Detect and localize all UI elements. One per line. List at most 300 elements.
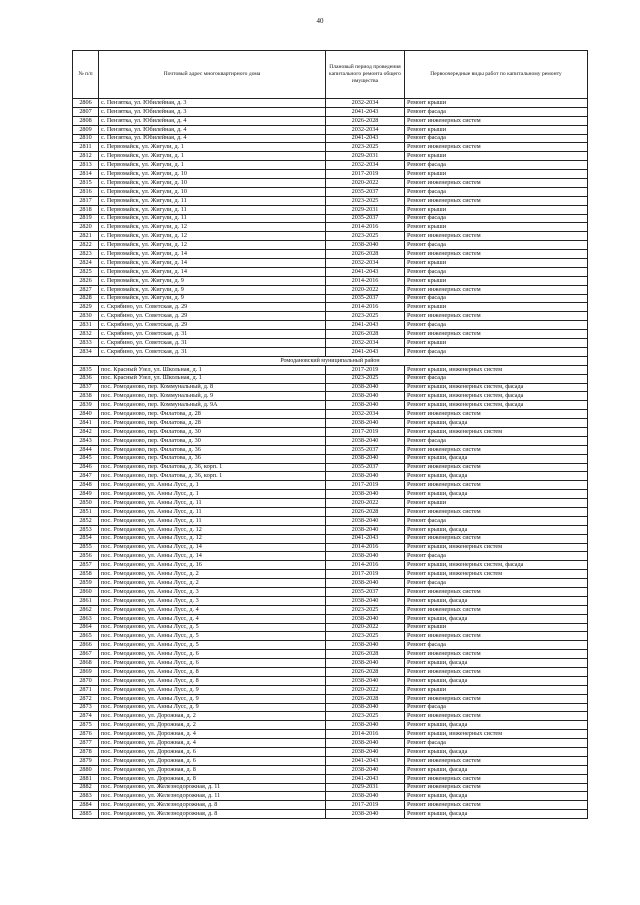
row-number: 2876	[73, 730, 99, 739]
row-address: пос. Ромоданово, пер. Филатова, д. 36	[99, 445, 326, 454]
row-number: 2830	[73, 312, 99, 321]
row-works: Ремонт крыши	[405, 152, 588, 161]
row-period: 2032-2034	[326, 99, 405, 108]
row-number: 2816	[73, 187, 99, 196]
table-header-row	[73, 51, 588, 99]
row-address: пос. Ромоданово, пер. Филатова, д. 30	[99, 436, 326, 445]
row-works: Ремонт крыши	[405, 339, 588, 348]
row-period: 2014-2016	[326, 223, 405, 232]
row-address: пос. Ромоданово, ул. Анны Лусс, д. 6	[99, 650, 326, 659]
row-address: пос. Красный Узел, ул. Школьная, д. 1	[99, 365, 326, 374]
row-works: Ремонт инженерных систем	[405, 445, 588, 454]
table-row	[73, 783, 588, 792]
row-address: пос. Ромоданово, ул. Анны Лусс, д. 2	[99, 579, 326, 588]
row-period: 2026-2028	[326, 650, 405, 659]
row-period: 2017-2019	[326, 365, 405, 374]
row-works: Ремонт фасада	[405, 436, 588, 445]
row-works: Ремонт фасада	[405, 214, 588, 223]
row-period: 2020-2022	[326, 499, 405, 508]
row-address: с. Первомайск, ул. Жигули, д. 14	[99, 267, 326, 276]
row-works: Ремонт инженерных систем	[405, 481, 588, 490]
table-row	[73, 232, 588, 241]
row-works: Ремонт крыши, фасада	[405, 472, 588, 481]
row-address: с. Скрябино, ул. Советская, д. 31	[99, 347, 326, 356]
row-number: 2851	[73, 507, 99, 516]
row-address: пос. Ромоданово, ул. Дорожная, д. 8	[99, 765, 326, 774]
row-period: 2041-2043	[326, 134, 405, 143]
row-period: 2038-2040	[326, 748, 405, 757]
row-address: пос. Ромоданово, ул. Анны Лусс, д. 4	[99, 614, 326, 623]
row-works: Ремонт фасада	[405, 294, 588, 303]
row-period: 2020-2022	[326, 623, 405, 632]
row-period: 2023-2025	[326, 196, 405, 205]
row-number: 2859	[73, 579, 99, 588]
row-address: пос. Ромоданово, ул. Железнодорожная, д. 8	[99, 801, 326, 810]
row-works: Ремонт инженерных систем	[405, 774, 588, 783]
row-number: 2826	[73, 276, 99, 285]
row-number: 2809	[73, 125, 99, 134]
table-row	[73, 481, 588, 490]
row-number: 2872	[73, 694, 99, 703]
row-address: с. Пензятка, ул. Юбилейная, д. 4	[99, 116, 326, 125]
table-row	[73, 410, 588, 419]
row-number: 2836	[73, 374, 99, 383]
row-number: 2857	[73, 561, 99, 570]
row-address: с. Скрябино, ул. Советская, д. 29	[99, 303, 326, 312]
row-works: Ремонт фасада	[405, 516, 588, 525]
row-number: 2865	[73, 632, 99, 641]
row-address: пос. Ромоданово, ул. Дорожная, д. 2	[99, 721, 326, 730]
row-number: 2819	[73, 214, 99, 223]
row-address: с. Пензятка, ул. Юбилейная, д. 3	[99, 99, 326, 108]
row-address: пос. Ромоданово, ул. Анны Лусс, д. 11	[99, 507, 326, 516]
table-row	[73, 614, 588, 623]
row-works: Ремонт инженерных систем	[405, 250, 588, 259]
row-works: Ремонт фасада	[405, 321, 588, 330]
section-title: Ромодановский муниципальный район	[73, 356, 588, 365]
table-row	[73, 659, 588, 668]
row-address: с. Первомайск, ул. Жигули, д. 1	[99, 152, 326, 161]
row-works: Ремонт крыши, инженерных систем, фасада	[405, 401, 588, 410]
table-row	[73, 445, 588, 454]
row-period: 2029-2031	[326, 152, 405, 161]
table-row	[73, 765, 588, 774]
row-address: с. Первомайск, ул. Жигули, д. 9	[99, 285, 326, 294]
capital-repair-table	[72, 50, 588, 819]
row-number: 2807	[73, 107, 99, 116]
row-number: 2875	[73, 721, 99, 730]
table-row	[73, 472, 588, 481]
row-works: Ремонт крыши	[405, 303, 588, 312]
row-period: 2032-2034	[326, 259, 405, 268]
row-number: 2811	[73, 143, 99, 152]
row-number: 2854	[73, 534, 99, 543]
row-period: 2035-2037	[326, 294, 405, 303]
row-works: Ремонт инженерных систем	[405, 587, 588, 596]
row-period: 2026-2028	[326, 250, 405, 259]
table-row	[73, 703, 588, 712]
row-period: 2038-2040	[326, 436, 405, 445]
row-address: с. Первомайск, ул. Жигули, д. 11	[99, 205, 326, 214]
row-period: 2038-2040	[326, 454, 405, 463]
row-address: пос. Ромоданово, ул. Анны Лусс, д. 1	[99, 481, 326, 490]
table-row	[73, 774, 588, 783]
row-address: с. Первомайск, ул. Жигули, д. 12	[99, 241, 326, 250]
row-number: 2870	[73, 676, 99, 685]
table-row	[73, 810, 588, 819]
row-address: пос. Ромоданово, пер. Коммунальный, д. 9А	[99, 401, 326, 410]
row-period: 2038-2040	[326, 739, 405, 748]
row-works: Ремонт крыши, фасада	[405, 454, 588, 463]
section-row	[73, 356, 588, 365]
row-period: 2038-2040	[326, 703, 405, 712]
row-period: 2017-2019	[326, 801, 405, 810]
row-period: 2026-2028	[326, 694, 405, 703]
row-works: Ремонт инженерных систем	[405, 605, 588, 614]
row-works: Ремонт фасада	[405, 739, 588, 748]
row-works: Ремонт фасада	[405, 107, 588, 116]
table-row	[73, 427, 588, 436]
row-works: Ремонт крыши	[405, 99, 588, 108]
row-period: 2020-2022	[326, 685, 405, 694]
table-row	[73, 543, 588, 552]
row-period: 2026-2028	[326, 507, 405, 516]
table-row	[73, 365, 588, 374]
row-works: Ремонт крыши, инженерных систем, фасада	[405, 383, 588, 392]
row-period: 2032-2034	[326, 410, 405, 419]
row-works: Ремонт инженерных систем	[405, 196, 588, 205]
row-period: 2023-2025	[326, 374, 405, 383]
row-number: 2825	[73, 267, 99, 276]
row-number: 2815	[73, 179, 99, 188]
row-number: 2882	[73, 783, 99, 792]
row-address: пос. Ромоданово, ул. Анны Лусс, д. 3	[99, 587, 326, 596]
row-address: пос. Ромоданово, ул. Анны Лусс, д. 12	[99, 534, 326, 543]
table-row	[73, 463, 588, 472]
row-number: 2856	[73, 552, 99, 561]
table-row	[73, 179, 588, 188]
row-period: 2035-2037	[326, 187, 405, 196]
row-period: 2029-2031	[326, 205, 405, 214]
row-address: пос. Ромоданово, ул. Анны Лусс, д. 3	[99, 596, 326, 605]
table-row	[73, 312, 588, 321]
table-row	[73, 339, 588, 348]
row-address: пос. Ромоданово, пер. Коммунальный, д. 9	[99, 392, 326, 401]
row-works: Ремонт крыши, фасада	[405, 596, 588, 605]
row-period: 2041-2043	[326, 534, 405, 543]
row-works: Ремонт крыши, инженерных систем	[405, 365, 588, 374]
row-address: пос. Ромоданово, ул. Анны Лусс, д. 12	[99, 525, 326, 534]
row-address: с. Первомайск, ул. Жигули, д. 14	[99, 250, 326, 259]
table-row	[73, 499, 588, 508]
row-period: 2023-2025	[326, 632, 405, 641]
row-period: 2038-2040	[326, 552, 405, 561]
row-address: с. Первомайск, ул. Жигули, д. 1	[99, 143, 326, 152]
row-period: 2035-2037	[326, 445, 405, 454]
table-row	[73, 534, 588, 543]
row-period: 2014-2016	[326, 730, 405, 739]
table-row	[73, 187, 588, 196]
row-number: 2828	[73, 294, 99, 303]
row-address: пос. Ромоданово, ул. Железнодорожная, д. 8	[99, 810, 326, 819]
row-works: Ремонт инженерных систем	[405, 668, 588, 677]
row-works: Ремонт инженерных систем	[405, 232, 588, 241]
row-address: с. Первомайск, ул. Жигули, д. 10	[99, 179, 326, 188]
table-row	[73, 685, 588, 694]
row-works: Ремонт фасада	[405, 552, 588, 561]
row-number: 2847	[73, 472, 99, 481]
table-row	[73, 143, 588, 152]
row-works: Ремонт крыши	[405, 623, 588, 632]
row-period: 2023-2025	[326, 232, 405, 241]
row-period: 2038-2040	[326, 659, 405, 668]
row-period: 2041-2043	[326, 107, 405, 116]
row-works: Ремонт инженерных систем	[405, 330, 588, 339]
row-address: пос. Ромоданово, ул. Дорожная, д. 4	[99, 739, 326, 748]
row-period: 2041-2043	[326, 347, 405, 356]
row-number: 2843	[73, 436, 99, 445]
row-address: пос. Ромоданово, ул. Анны Лусс, д. 4	[99, 605, 326, 614]
row-number: 2879	[73, 756, 99, 765]
row-period: 2038-2040	[326, 765, 405, 774]
row-number: 2860	[73, 587, 99, 596]
row-address: пос. Ромоданово, ул. Анны Лусс, д. 1	[99, 490, 326, 499]
row-period: 2038-2040	[326, 392, 405, 401]
row-address: пос. Ромоданово, пер. Филатова, д. 30	[99, 427, 326, 436]
row-number: 2881	[73, 774, 99, 783]
row-works: Ремонт крыши, фасада	[405, 676, 588, 685]
row-works: Ремонт инженерных систем	[405, 694, 588, 703]
table-row	[73, 748, 588, 757]
row-address: с. Первомайск, ул. Жигули, д. 11	[99, 196, 326, 205]
row-works: Ремонт крыши	[405, 276, 588, 285]
row-address: пос. Ромоданово, ул. Дорожная, д. 6	[99, 756, 326, 765]
row-address: пос. Ромоданово, ул. Дорожная, д. 4	[99, 730, 326, 739]
row-works: Ремонт инженерных систем	[405, 312, 588, 321]
table-row	[73, 739, 588, 748]
table-row	[73, 507, 588, 516]
row-period: 2032-2034	[326, 125, 405, 134]
row-number: 2808	[73, 116, 99, 125]
row-works: Ремонт фасада	[405, 641, 588, 650]
table-row	[73, 401, 588, 410]
table-row	[73, 436, 588, 445]
row-works: Ремонт фасада	[405, 161, 588, 170]
row-number: 2867	[73, 650, 99, 659]
row-address: пос. Ромоданово, пер. Филатова, д. 36, корп. 1	[99, 472, 326, 481]
row-address: пос. Ромоданово, ул. Анны Лусс, д. 16	[99, 561, 326, 570]
row-number: 2837	[73, 383, 99, 392]
row-period: 2023-2025	[326, 312, 405, 321]
row-address: с. Первомайск, ул. Жигули, д. 9	[99, 276, 326, 285]
row-works: Ремонт инженерных систем	[405, 783, 588, 792]
row-address: с. Пензятка, ул. Юбилейная, д. 4	[99, 134, 326, 143]
row-address: с. Первомайск, ул. Жигули, д. 12	[99, 223, 326, 232]
row-period: 2032-2034	[326, 339, 405, 348]
row-address: пос. Ромоданово, ул. Анны Лусс, д. 11	[99, 499, 326, 508]
table-row	[73, 303, 588, 312]
row-period: 2026-2028	[326, 668, 405, 677]
row-number: 2824	[73, 259, 99, 268]
row-number: 2829	[73, 303, 99, 312]
row-number: 2814	[73, 170, 99, 179]
row-period: 2026-2028	[326, 116, 405, 125]
table-row	[73, 570, 588, 579]
row-number: 2848	[73, 481, 99, 490]
table-row	[73, 792, 588, 801]
row-period: 2038-2040	[326, 792, 405, 801]
row-works: Ремонт инженерных систем	[405, 410, 588, 419]
row-works: Ремонт фасада	[405, 187, 588, 196]
table-row	[73, 214, 588, 223]
row-period: 2014-2016	[326, 561, 405, 570]
row-number: 2831	[73, 321, 99, 330]
row-address: пос. Ромоданово, ул. Дорожная, д. 8	[99, 774, 326, 783]
row-number: 2861	[73, 596, 99, 605]
row-period: 2041-2043	[326, 267, 405, 276]
row-address: с. Скрябино, ул. Советская, д. 31	[99, 339, 326, 348]
row-works: Ремонт крыши, инженерных систем	[405, 730, 588, 739]
row-address: пос. Ромоданово, ул. Анны Лусс, д. 9	[99, 703, 326, 712]
row-works: Ремонт крыши, фасада	[405, 748, 588, 757]
row-number: 2838	[73, 392, 99, 401]
row-address: пос. Ромоданово, ул. Анны Лусс, д. 11	[99, 516, 326, 525]
row-number: 2853	[73, 525, 99, 534]
table-row	[73, 134, 588, 143]
row-period: 2038-2040	[326, 614, 405, 623]
table-row	[73, 99, 588, 108]
row-period: 2017-2019	[326, 570, 405, 579]
row-works: Ремонт крыши	[405, 125, 588, 134]
row-works: Ремонт фасада	[405, 241, 588, 250]
row-address: пос. Ромоданово, ул. Анны Лусс, д. 9	[99, 694, 326, 703]
table-row	[73, 641, 588, 650]
row-period: 2038-2040	[326, 472, 405, 481]
row-period: 2038-2040	[326, 401, 405, 410]
table-row	[73, 490, 588, 499]
table-row	[73, 712, 588, 721]
row-works: Ремонт крыши, фасада	[405, 792, 588, 801]
row-period: 2017-2019	[326, 481, 405, 490]
row-number: 2878	[73, 748, 99, 757]
table-row	[73, 267, 588, 276]
table-row	[73, 721, 588, 730]
row-address: пос. Красный Узел, ул. Школьная, д. 1	[99, 374, 326, 383]
row-works: Ремонт крыши, фасада	[405, 659, 588, 668]
row-works: Ремонт крыши	[405, 685, 588, 694]
row-address: пос. Ромоданово, ул. Железнодорожная, д. 11	[99, 792, 326, 801]
table-row	[73, 374, 588, 383]
row-address: пос. Ромоданово, ул. Анны Лусс, д. 14	[99, 543, 326, 552]
row-address: пос. Ромоданово, ул. Анны Лусс, д. 2	[99, 570, 326, 579]
row-period: 2041-2043	[326, 321, 405, 330]
row-address: с. Первомайск, ул. Жигули, д. 9	[99, 294, 326, 303]
row-number: 2871	[73, 685, 99, 694]
row-number: 2840	[73, 410, 99, 419]
row-period: 2020-2022	[326, 285, 405, 294]
row-period: 2023-2025	[326, 712, 405, 721]
row-period: 2017-2019	[326, 427, 405, 436]
row-period: 2038-2040	[326, 641, 405, 650]
row-works: Ремонт крыши	[405, 223, 588, 232]
header-num: № п/п	[73, 51, 99, 99]
row-number: 2823	[73, 250, 99, 259]
table-row	[73, 605, 588, 614]
row-works: Ремонт крыши, фасада	[405, 614, 588, 623]
row-number: 2868	[73, 659, 99, 668]
row-works: Ремонт фасада	[405, 374, 588, 383]
table-row	[73, 347, 588, 356]
page-number: 40	[316, 17, 324, 25]
row-address: пос. Ромоданово, пер. Филатова, д. 36, корп. 1	[99, 463, 326, 472]
row-works: Ремонт крыши, фасада	[405, 721, 588, 730]
table-row	[73, 587, 588, 596]
row-period: 2026-2028	[326, 330, 405, 339]
row-number: 2845	[73, 454, 99, 463]
row-works: Ремонт инженерных систем	[405, 756, 588, 765]
row-address: пос. Ромоданово, ул. Анны Лусс, д. 8	[99, 676, 326, 685]
table-row	[73, 525, 588, 534]
row-address: пос. Ромоданово, ул. Анны Лусс, д. 9	[99, 685, 326, 694]
row-address: с. Первомайск, ул. Жигули, д. 10	[99, 170, 326, 179]
row-works: Ремонт крыши	[405, 205, 588, 214]
row-number: 2883	[73, 792, 99, 801]
row-period: 2038-2040	[326, 525, 405, 534]
table-row	[73, 552, 588, 561]
table-row	[73, 170, 588, 179]
row-number: 2852	[73, 516, 99, 525]
row-address: пос. Ромоданово, ул. Дорожная, д. 6	[99, 748, 326, 757]
row-works: Ремонт инженерных систем	[405, 116, 588, 125]
row-number: 2822	[73, 241, 99, 250]
row-number: 2833	[73, 339, 99, 348]
row-number: 2813	[73, 161, 99, 170]
table-row	[73, 125, 588, 134]
row-number: 2817	[73, 196, 99, 205]
table-row	[73, 561, 588, 570]
row-number: 2835	[73, 365, 99, 374]
table-row	[73, 392, 588, 401]
row-address: пос. Ромоданово, ул. Дорожная, д. 2	[99, 712, 326, 721]
table-row	[73, 205, 588, 214]
row-address: пос. Ромоданово, пер. Филатова, д. 28	[99, 419, 326, 428]
row-period: 2038-2040	[326, 579, 405, 588]
row-works: Ремонт фасада	[405, 347, 588, 356]
row-number: 2884	[73, 801, 99, 810]
row-works: Ремонт крыши	[405, 499, 588, 508]
table-row	[73, 161, 588, 170]
row-period: 2023-2025	[326, 605, 405, 614]
row-period: 2014-2016	[326, 276, 405, 285]
table-row	[73, 632, 588, 641]
row-number: 2846	[73, 463, 99, 472]
row-address: с. Скрябино, ул. Советская, д. 29	[99, 321, 326, 330]
row-number: 2849	[73, 490, 99, 499]
row-works: Ремонт фасада	[405, 267, 588, 276]
table-row	[73, 419, 588, 428]
row-period: 2014-2016	[326, 543, 405, 552]
row-address: пос. Ромоданово, ул. Анны Лусс, д. 5	[99, 632, 326, 641]
table-row	[73, 285, 588, 294]
row-works: Ремонт инженерных систем	[405, 463, 588, 472]
row-number: 2874	[73, 712, 99, 721]
row-works: Ремонт крыши, фасада	[405, 765, 588, 774]
row-period: 2035-2037	[326, 214, 405, 223]
row-works: Ремонт крыши, фасада	[405, 810, 588, 819]
row-number: 2873	[73, 703, 99, 712]
row-works: Ремонт инженерных систем	[405, 507, 588, 516]
row-period: 2029-2031	[326, 783, 405, 792]
